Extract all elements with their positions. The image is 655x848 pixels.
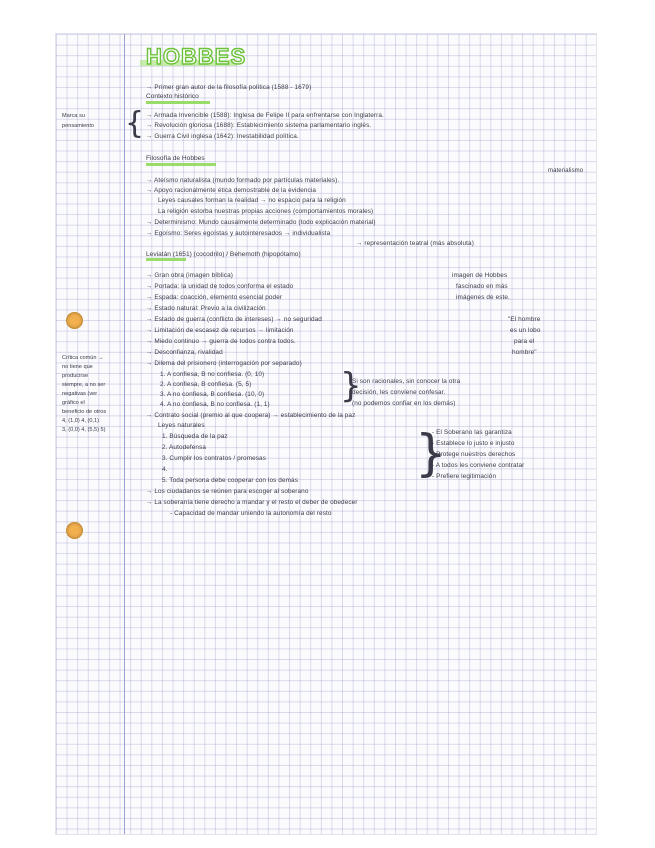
leviatan-item: → Espada: coacción, elemento esencial poder: [146, 294, 283, 301]
soberano-item: - Protege nuestros derechos: [432, 451, 516, 458]
final-item: → La soberanía tiene derecho a mandar y el resto el deber de obedecer: [146, 499, 358, 506]
leviatan-item: → Dilema del prisionero (interrogación por separado): [146, 360, 302, 367]
quote-line: para el: [514, 338, 535, 345]
intro-line: → Primer gran autor de la filosofía política (1588 - 1679): [146, 84, 312, 91]
side-note-line: Marca su: [62, 113, 86, 119]
critica-line: beneficio de otros: [62, 409, 107, 415]
filosofia-item: → representación teatral (más absoluta): [356, 240, 474, 247]
right-brace: }: [340, 366, 362, 406]
section-heading-leviatan: Leviatán (1651) (cocodrilo) / Behemoth (hipopótamo): [146, 251, 301, 258]
imagen-note-line: imágenes de este.: [456, 294, 510, 301]
filosofia-item: La religión estorba nuestras propias acciones (comportamientos morales): [158, 208, 374, 215]
critica-line: gráfico el: [62, 400, 85, 406]
dilema-item: 3. A no confiesa, B confiesa. (10, 0): [160, 391, 265, 398]
filosofia-item: → Determinismo: Mundo causalmente determinado (todo explicación material): [146, 219, 376, 226]
margin-line: [124, 34, 125, 834]
critica-line: producirse: [62, 373, 89, 379]
soberano-item: - Prefiere legitimación: [432, 473, 497, 480]
critica-line: siempre, a no ser: [62, 382, 106, 388]
side-note-line: pensamiento: [62, 123, 95, 129]
contexto-item: → Guerra Civil inglesa (1642): Inestabilidad política.: [146, 133, 299, 140]
section-heading-contexto: Contexto histórico: [146, 93, 199, 100]
filosofia-item: → Apoyo racionalmente ética demostrable de la evidencia: [146, 187, 316, 194]
critica-line: 3, (0,0) 4, (5,5) 5): [62, 427, 106, 433]
quote-line: hombre": [512, 349, 537, 356]
binder-hole: [66, 522, 83, 539]
final-item: → Los ciudadanos se reúnen para escoger al soberano: [146, 488, 309, 495]
dilema-note-line: Si son racionales, sin conocer la otra: [352, 378, 461, 385]
margin-note-materialismo: materialismo: [548, 168, 584, 174]
left-brace: {: [125, 106, 145, 141]
section-highlight: [146, 101, 210, 104]
section-highlight: [146, 258, 186, 261]
critica-line: negativas (ver: [62, 391, 98, 397]
ley-item: 3. Cumplir los contratos / promesas: [162, 455, 267, 462]
section-heading-filosofia: Filosofía de Hobbes: [146, 155, 205, 162]
critica-line: no tiene que: [62, 364, 93, 370]
dilema-note-line: decisión, les conviene confesar.: [352, 389, 446, 396]
quote-line: "El hombre: [508, 316, 541, 323]
binder-hole: [66, 312, 83, 329]
ley-item: 5. Toda persona debe cooperar con los demás: [162, 477, 298, 484]
final-item: - Capacidad de mandar uniendo la autonomía del resto: [170, 510, 332, 517]
soberano-item: - A todos les conviene contratar: [432, 462, 525, 469]
imagen-note-line: fascinado en más: [456, 283, 508, 290]
right-brace: }: [415, 424, 447, 482]
contexto-item: → Armada Invencible (1588): Inglesa de Felipe II para enfrentarse con Inglaterra.: [146, 112, 384, 119]
contexto-item: → Revolución gloriosa (1688): Establecimiento sistema parlamentario inglés.: [146, 122, 372, 129]
leviatan-item: → Miedo continuo → guerra de todos contra todos.: [146, 338, 296, 345]
ley-item: 2. Autodefensa: [162, 444, 207, 451]
ley-item: 4.: [162, 466, 168, 473]
critica-line: Crítica común →: [62, 355, 104, 361]
leyes-heading: Leyes naturales: [158, 422, 205, 429]
leviatan-item: → Estado natural: Previo a la civilización: [146, 305, 266, 312]
leviatan-item: → Estado de guerra (conflicto de intereses) → no seguridad: [146, 316, 322, 323]
filosofia-item: Leyes causales forman la realidad → no espacio para la religión: [158, 197, 346, 204]
filosofia-item: → Egoísmo: Seres egoístas y autointeresados → individualista: [146, 230, 331, 237]
dilema-item: 2. A confiesa, B confiesa. (5, 5): [160, 381, 252, 388]
dilema-note-line: (no podemos confiar en los demás): [352, 400, 456, 407]
soberano-item: - El Soberano las garantiza: [432, 429, 512, 436]
leviatan-item: → Limitación de escasez de recursos → limitación: [146, 327, 294, 334]
imagen-note-line: imagen de Hobbes: [452, 272, 508, 279]
ley-item: 1. Búsqueda de la paz: [162, 433, 228, 440]
contrato-line: → Contrato social (premio al que coopera) → establecimiento de la paz: [146, 412, 356, 419]
filosofia-item: → Ateísmo naturalista (mundo formado por partículas materiales).: [146, 177, 340, 184]
dilema-item: 1. A confiesa, B no confiesa. (0, 10): [160, 371, 265, 378]
quote-line: es un lobo: [510, 327, 541, 334]
leviatan-item: → Portada: la unidad de todos conforma el estado: [146, 283, 294, 290]
dilema-item: 4. A no confiesa, B no confiesa. (1, 1): [160, 401, 270, 408]
soberano-item: - Establece lo justo e injusto: [432, 440, 515, 447]
notebook-page: [56, 34, 596, 834]
leviatan-item: → Desconfianza, rivalidad: [146, 349, 223, 356]
leviatan-item: → Gran obra (imagen bíblica): [146, 272, 233, 279]
section-highlight: [146, 163, 216, 166]
critica-line: 4, (1,0) 4, (0,1): [62, 418, 99, 424]
page-title: HOBBES: [146, 44, 247, 69]
